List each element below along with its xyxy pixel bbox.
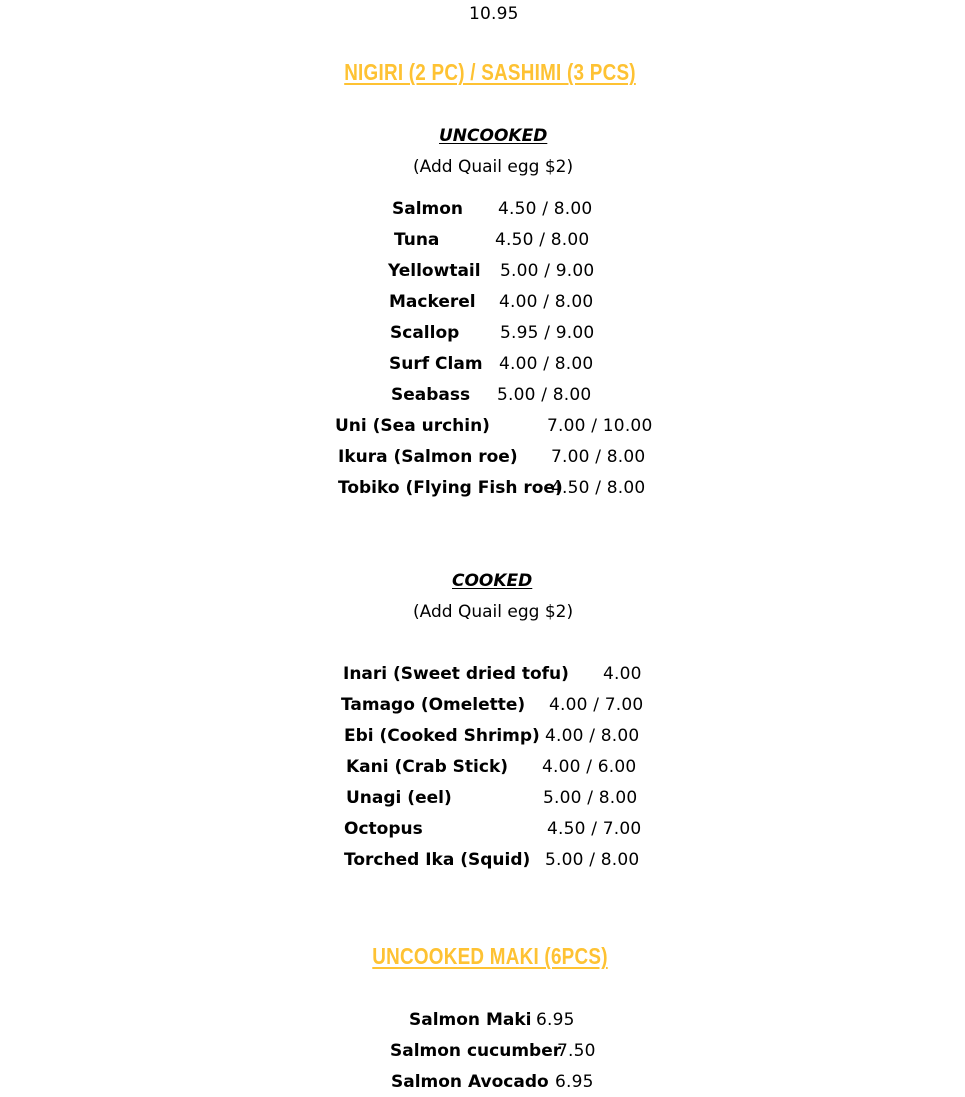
menu-item-name: Tamago (Omelette) [341, 695, 526, 715]
menu-item-price: 4.00 / 8.00 [499, 292, 594, 312]
cooked-quail-egg-note: (Add Quail egg $2) [413, 602, 574, 622]
menu-item-name: Salmon Maki [409, 1010, 532, 1030]
nigiri-sashimi-heading: NIGIRI (2 PC) / SASHIMI (3 PCS) [344, 59, 636, 85]
menu-item-name: Tobiko (Flying Fish roe) [338, 478, 563, 498]
menu-item-price: 7.00 / 10.00 [547, 416, 653, 436]
menu-item-price: 7.00 / 8.00 [551, 447, 646, 467]
menu-item-name: Salmon cucumber [390, 1041, 562, 1061]
menu-item-price: 4.50 / 8.00 [498, 199, 593, 219]
menu-item-name: Salmon Avocado [391, 1072, 549, 1092]
menu-item-name: Seabass [391, 385, 471, 405]
menu-item-price: 4.00 / 7.00 [549, 695, 644, 715]
menu-item-price: 4.00 [603, 664, 642, 684]
menu-item-name: Yellowtail [388, 261, 481, 281]
menu-item-price: 7.50 [557, 1041, 596, 1061]
menu-item-name: Octopus [344, 819, 423, 839]
menu-item-price: 6.95 [536, 1010, 575, 1030]
previous-item-price: 10.95 [469, 4, 519, 24]
menu-item-price: 4.50 / 7.00 [547, 819, 642, 839]
uncooked-maki-heading: UNCOOKED MAKI (6PCS) [372, 943, 608, 969]
menu-item-price: 5.95 / 9.00 [500, 323, 595, 343]
menu-item-price: 4.50 / 8.00 [551, 478, 646, 498]
menu-item-price: 5.00 / 8.00 [497, 385, 592, 405]
menu-item-name: Mackerel [389, 292, 476, 312]
menu-item-name: Surf Clam [389, 354, 483, 374]
cooked-subheading: COOKED [452, 571, 533, 591]
menu-item-price: 5.00 / 8.00 [545, 850, 640, 870]
uncooked-subheading: UNCOOKED [439, 126, 548, 146]
menu-item-price: 5.00 / 9.00 [500, 261, 595, 281]
menu-item-name: Scallop [390, 323, 460, 343]
menu-item-price: 4.00 / 6.00 [542, 757, 637, 777]
menu-item-price: 5.00 / 8.00 [543, 788, 638, 808]
menu-item-name: Kani (Crab Stick) [346, 757, 509, 777]
menu-item-name: Torched Ika (Squid) [344, 850, 531, 870]
menu-item-name: Uni (Sea urchin) [335, 416, 490, 436]
menu-item-name: Salmon [392, 199, 464, 219]
menu-item-name: Inari (Sweet dried tofu) [343, 664, 569, 684]
menu-item-price: 4.00 / 8.00 [499, 354, 594, 374]
menu-item-price: 6.95 [555, 1072, 594, 1092]
menu-item-name: Ikura (Salmon roe) [338, 447, 518, 467]
menu-item-name: Tuna [394, 230, 440, 250]
uncooked-quail-egg-note: (Add Quail egg $2) [413, 157, 574, 177]
menu-item-price: 4.50 / 8.00 [495, 230, 590, 250]
menu-item-name: Ebi (Cooked Shrimp) [344, 726, 540, 746]
menu-item-name: Unagi (eel) [346, 788, 452, 808]
menu-item-price: 4.00 / 8.00 [545, 726, 640, 746]
